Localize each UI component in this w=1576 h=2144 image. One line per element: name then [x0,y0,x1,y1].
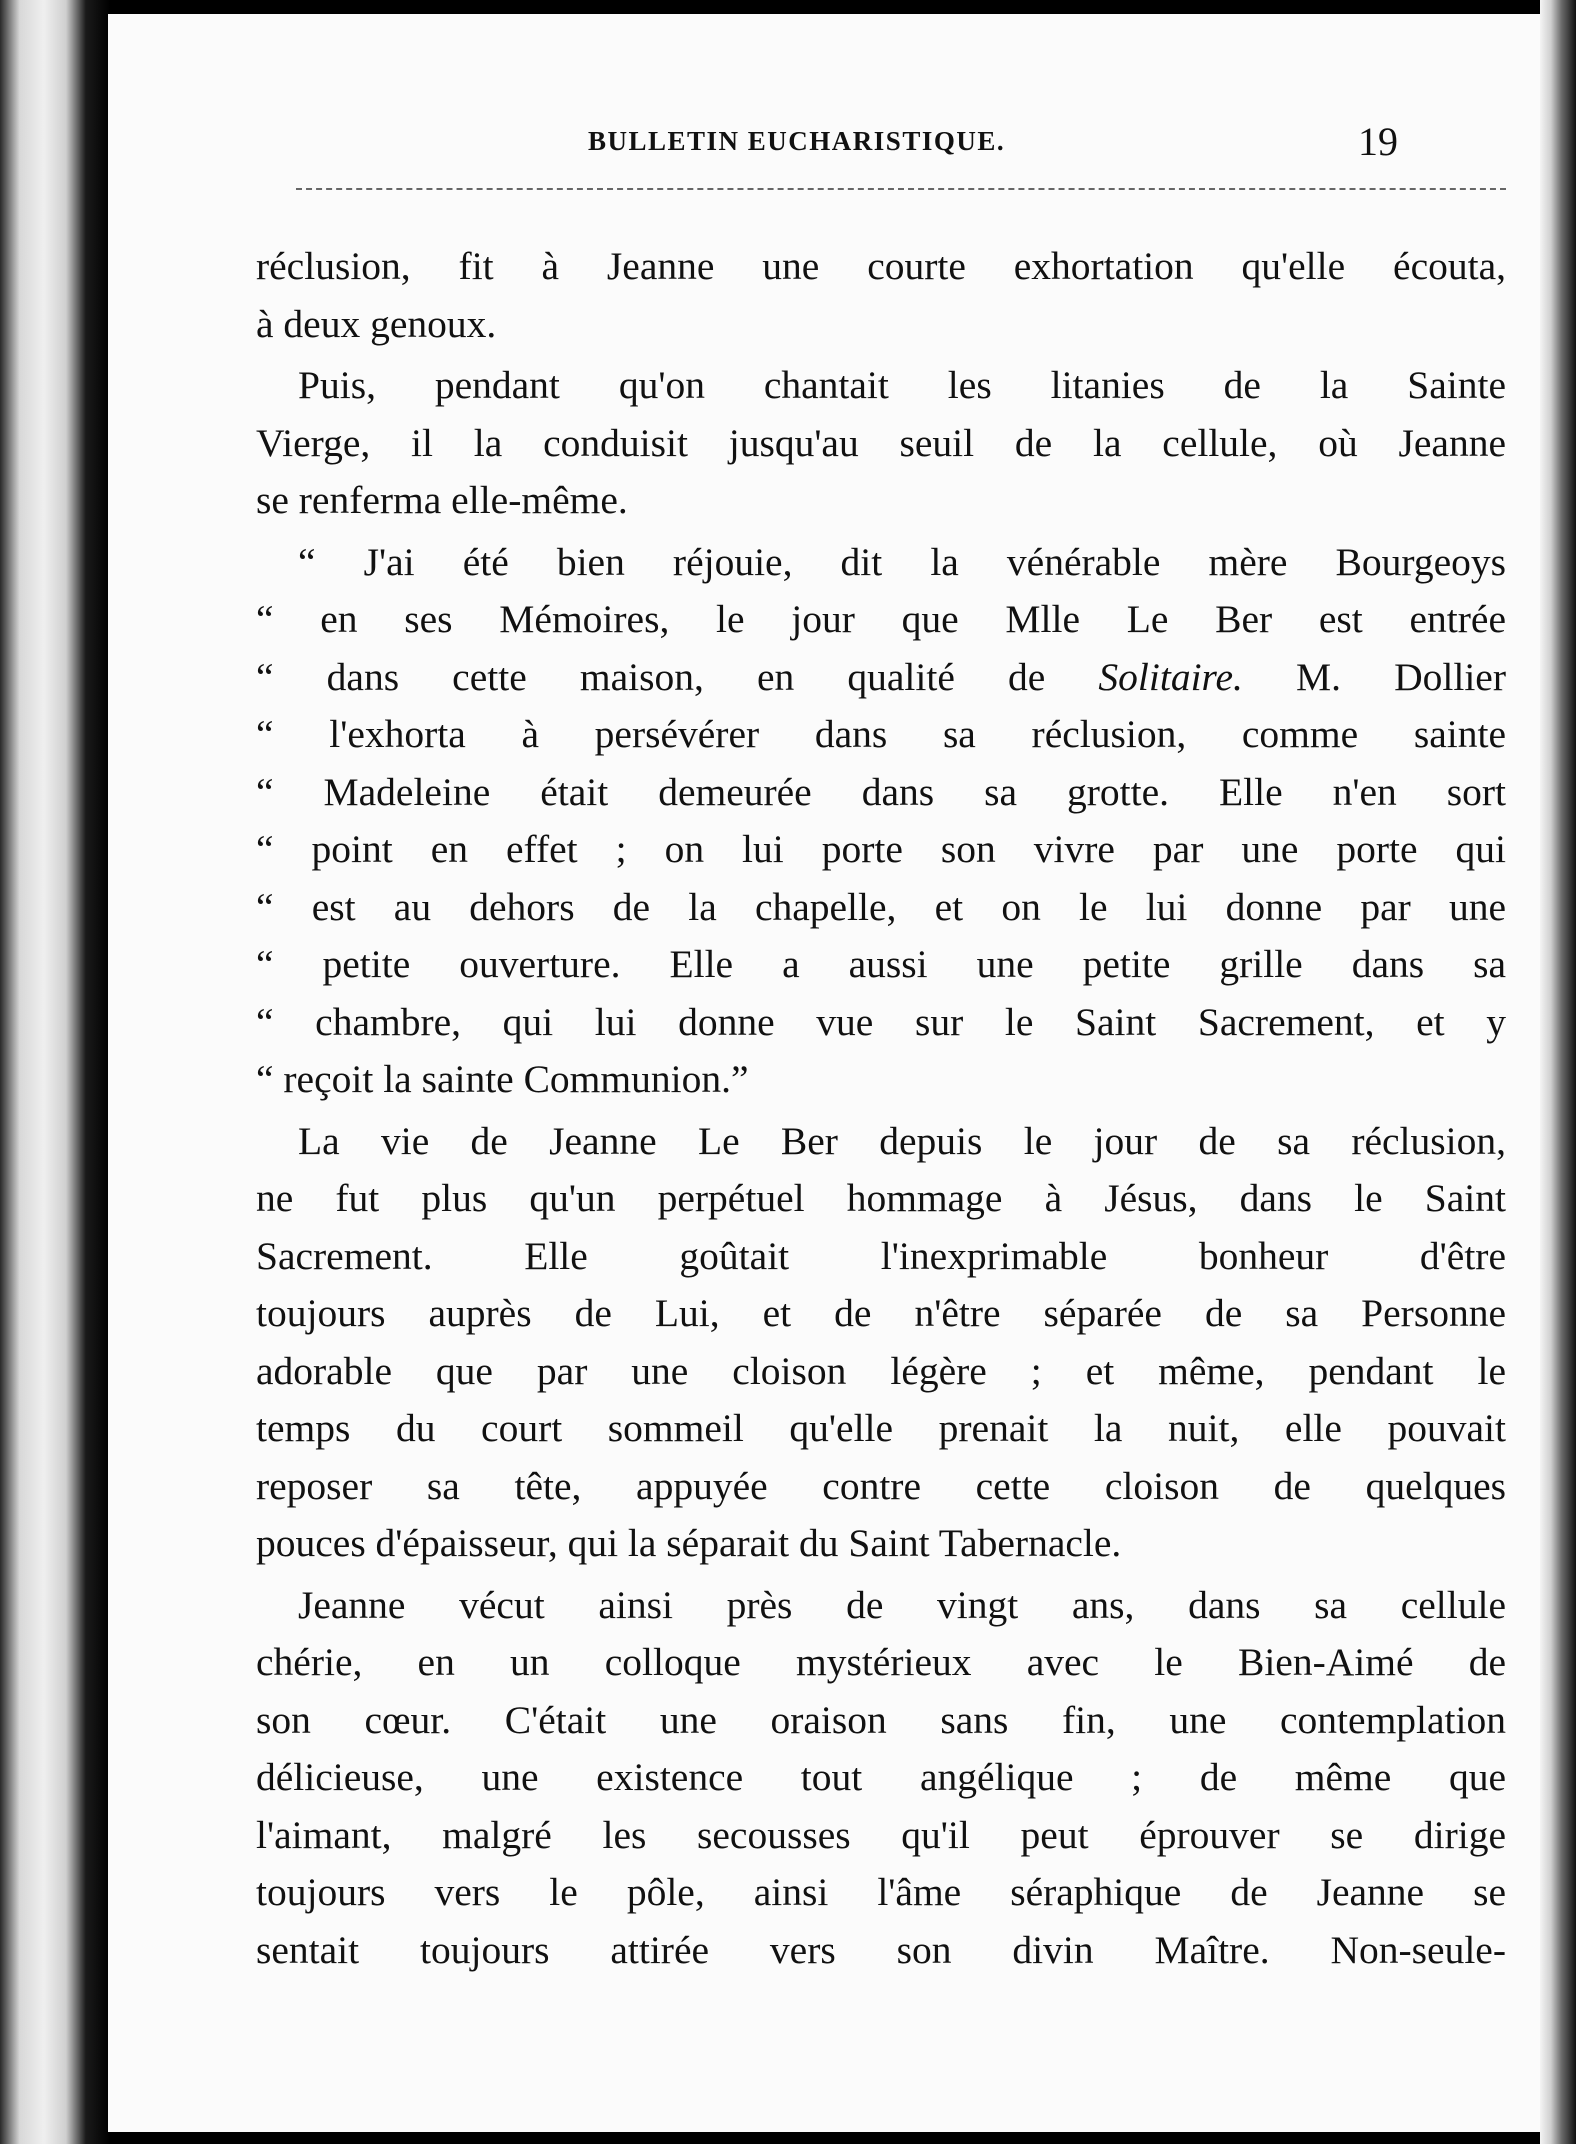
text-line: “ J'ai été bien réjouie, dit la vénérable mère Bourgeoys [298,539,1506,584]
text-line: délicieuse, une existence tout angélique ; de même que [256,1755,1506,1799]
text-line: pouces d'épaisseur, qui la séparait du Saint Tabernacle. [256,1521,1122,1565]
text-fragment: M. Dollier [1295,654,1506,699]
text-line: reposer sa tête, appuyée contre cette cloison de quelques [256,1463,1506,1508]
text-line-with-italic [256,649,1506,707]
text-line: sentait toujours attirée vers son divin Maître. Non-seule- [256,1927,1506,1972]
running-title: BULLETIN EUCHARISTIQUE. [588,126,1006,156]
text-line: “ chambre, qui lui donne vue sur le Saint Sacrement, et y [256,999,1506,1044]
text-line: temps du court sommeil qu'elle prenait la nuit, elle pouvait [256,1406,1506,1450]
text-line: adorable que par une cloison légère ; et même, pendant le [256,1348,1506,1393]
text-line: La vie de Jeanne Le Ber depuis le jour de sa réclusion, [298,1118,1506,1163]
text-line: l'aimant, malgré les secousses qu'il peut éprouver se dirige [256,1812,1506,1857]
text-line: Puis, pendant qu'on chantait les litanies de la Sainte [298,363,1506,407]
italic-word: Solitaire. [1098,654,1243,699]
text-line: son cœur. C'était une oraison sans fin, une contemplation [256,1697,1506,1742]
book-page [108,14,1540,2132]
text-line: “ reçoit la sainte Communion.” [256,1057,749,1101]
text-line: ne fut plus qu'un perpétuel hommage à Jésus, dans le Saint [256,1176,1506,1220]
paragraph-2 [256,357,1506,530]
text-line: toujours vers le pôle, ainsi l'âme séraphique de Jeanne se [256,1870,1506,1914]
paragraph-1 [256,238,1506,353]
text-line: Sacrement. Elle goûtait l'inexprimable bonheur d'être [256,1233,1506,1278]
text-line: chérie, en un colloque mystérieux avec le Bien-Aimé de [256,1640,1506,1684]
paragraph-3-quotation [256,534,1506,1109]
running-head [108,119,1540,164]
body-text [256,238,1506,1979]
text-line: Vierge, il la conduisit jusqu'au seuil de la cellule, où Jeanne [256,420,1506,465]
text-line: “ Madeleine était demeurée dans sa grotte. Elle n'en sort [256,769,1506,814]
page-right-edge [1540,0,1576,2144]
text-line: réclusion, fit à Jeanne une courte exhortation qu'elle écouta, [256,244,1506,288]
page-number: 19 [1358,119,1398,164]
header-rule [296,188,1506,190]
text-line: “ en ses Mémoires, le jour que Mlle Le Ber est entrée [256,597,1506,641]
text-line: “ l'exhorta à persévérer dans sa réclusion, comme sainte [256,712,1506,756]
paragraph-5 [256,1577,1506,1980]
text-fragment: “ dans cette maison, en qualité de [256,654,1046,699]
text-line: à deux genoux. [256,301,497,346]
text-line: “ point en effet ; on lui porte son vivre par une porte qui [256,827,1506,871]
text-line: Jeanne vécut ainsi près de vingt ans, dans sa cellule [298,1582,1506,1627]
text-line: “ petite ouverture. Elle a aussi une petite grille dans sa [256,942,1506,986]
paragraph-4 [256,1113,1506,1573]
text-line: se renferma elle-même. [256,478,628,522]
text-line: toujours auprès de Lui, et de n'être séparée de sa Personne [256,1291,1506,1335]
text-line: “ est au dehors de la chapelle, et on le lui donne par une [256,884,1506,929]
book-spine-edge [0,0,110,2144]
